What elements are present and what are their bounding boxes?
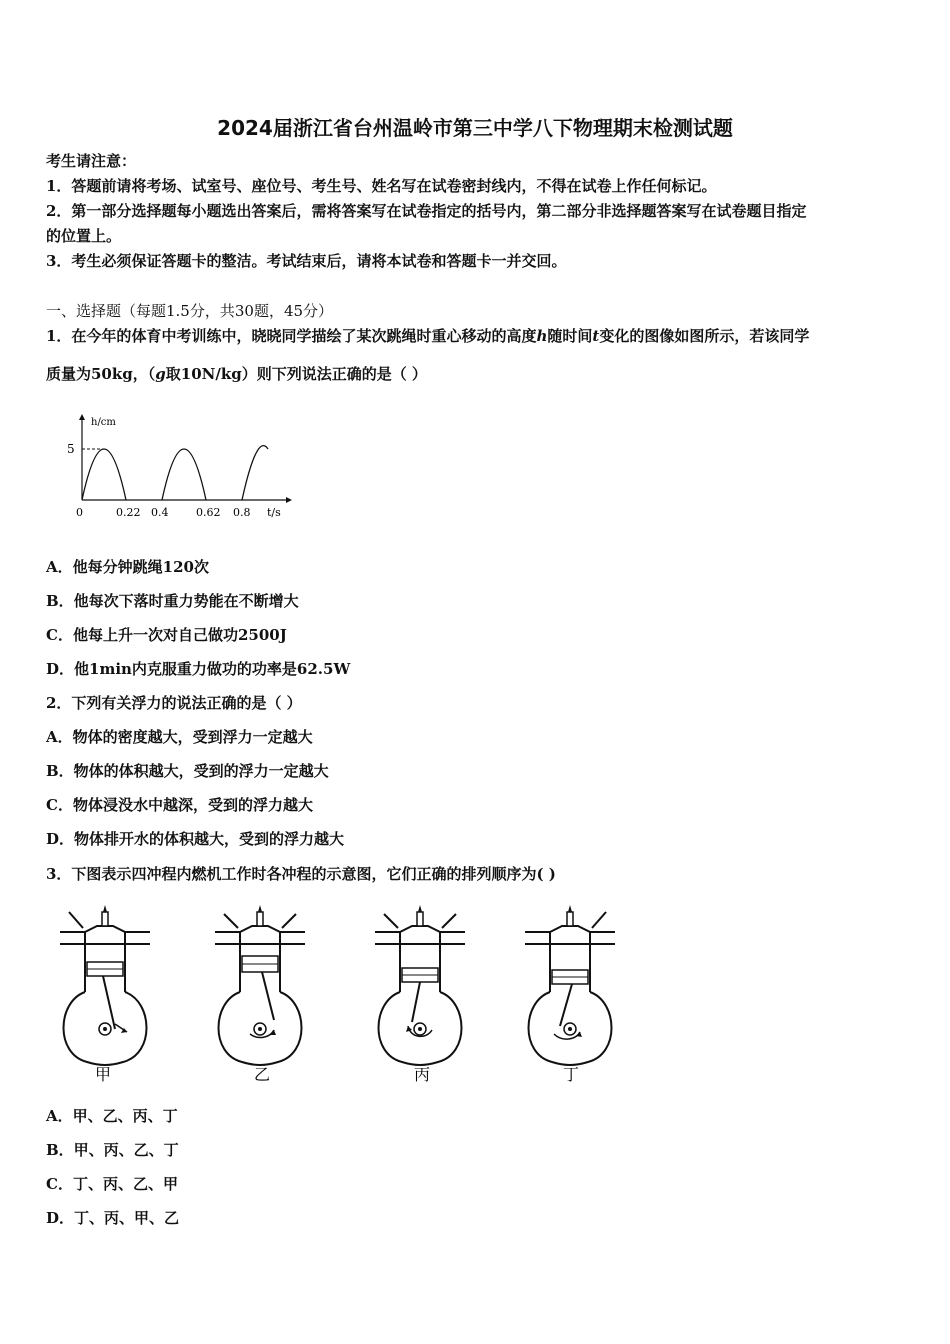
q1-text: 变化的图像如图所示，若该同学 <box>599 327 810 345</box>
q1-stem-line2 <box>46 364 427 384</box>
notice-item: 3．考生必须保证答题卡的整洁。考试结束后，请将本试卷和答题卡一并交回。 <box>46 252 567 270</box>
engine-diagram-yi <box>215 905 305 1065</box>
x-tick-label: 0.62 <box>196 506 221 519</box>
section-heading: 一、选择题（每题1.5分，共30题，45分） <box>46 302 334 320</box>
y-tick-label: 5 <box>67 442 75 456</box>
engine-diagram-ding <box>525 905 615 1065</box>
jump-curve-1 <box>82 449 126 500</box>
q1-option-b: B．他每次下落时重力势能在不断增大 <box>46 592 299 610</box>
page-title: 2024届浙江省台州温岭市第三中学八下物理期末检测试题 <box>217 116 733 140</box>
q1-var-h: h <box>536 327 548 345</box>
x-axis-label: t/s <box>267 506 281 519</box>
q2-option-d: D．物体排开水的体积越大，受到的浮力越大 <box>46 830 345 848</box>
q1-text: 1．在今年的体育中考训练中，晓晓同学描绘了某次跳绳时重心移动的高度 <box>46 327 537 345</box>
x-tick-label: 0.22 <box>116 506 141 519</box>
q3-option-d: D．丁、丙、甲、乙 <box>46 1209 180 1227</box>
x-tick-label: 0.4 <box>151 506 169 519</box>
q3-option-b: B．甲、丙、乙、丁 <box>46 1141 179 1159</box>
q2-option-a: A．物体的密度越大，受到浮力一定越大 <box>46 728 313 746</box>
q1-option-d: D．他1min内克服重力做功的功率是62.5W <box>46 660 351 678</box>
jump-curve-2 <box>162 449 206 500</box>
notice-item: 2．第一部分选择题每小题选出答案后，需将答案写在试卷指定的括号内，第二部分非选择题答案写在试卷题目指定 <box>46 202 807 220</box>
figure-label-jia: 甲 <box>95 1065 112 1084</box>
notice-heading: 考生请注意： <box>46 152 137 170</box>
q3-engine-strokes-figure <box>50 904 640 1090</box>
q1-text: 质量为50kg，（ <box>46 365 156 383</box>
figure-label-ding: 丁 <box>563 1065 580 1084</box>
q2-stem: 2．下列有关浮力的说法正确的是（ ） <box>46 694 302 712</box>
q1-text: 随时间 <box>547 327 593 345</box>
q1-height-time-graph <box>60 412 300 527</box>
notice-item: 的位置上。 <box>46 227 122 245</box>
q1-var-g: g <box>155 365 166 383</box>
q1-var-t: t <box>592 327 600 345</box>
q1-option-c: C．他每上升一次对自己做功2500J <box>46 626 287 644</box>
y-axis-label: h/cm <box>91 417 116 428</box>
figure-label-bing: 丙 <box>414 1065 431 1084</box>
q1-text: 取10N/kg）则下列说法正确的是（ ） <box>165 365 427 383</box>
q1-stem-line1 <box>46 326 809 346</box>
notice-item: 1．答题前请将考场、试室号、座位号、考生号、姓名写在试卷密封线内，不得在试卷上作任何标记。 <box>46 177 717 195</box>
engine-diagram-bing <box>375 905 465 1065</box>
q3-stem: 3．下图表示四冲程内燃机工作时各冲程的示意图，它们正确的排列顺序为( ) <box>46 865 556 883</box>
q2-option-c: C．物体浸没水中越深，受到的浮力越大 <box>46 796 313 814</box>
engine-diagram-jia <box>60 905 150 1065</box>
figure-label-yi: 乙 <box>254 1065 271 1084</box>
q3-option-c: C．丁、丙、乙、甲 <box>46 1175 178 1193</box>
q1-option-a: A．他每分钟跳绳120次 <box>46 558 209 576</box>
q2-option-b: B．物体的体积越大，受到的浮力一定越大 <box>46 762 329 780</box>
x-axis-arrow <box>286 497 292 503</box>
jump-curve-3 <box>242 446 268 500</box>
y-axis-arrow <box>79 414 85 420</box>
x-tick-label: 0 <box>76 506 83 519</box>
q3-option-a: A．甲、乙、丙、丁 <box>46 1107 178 1125</box>
x-tick-label: 0.8 <box>233 506 251 519</box>
